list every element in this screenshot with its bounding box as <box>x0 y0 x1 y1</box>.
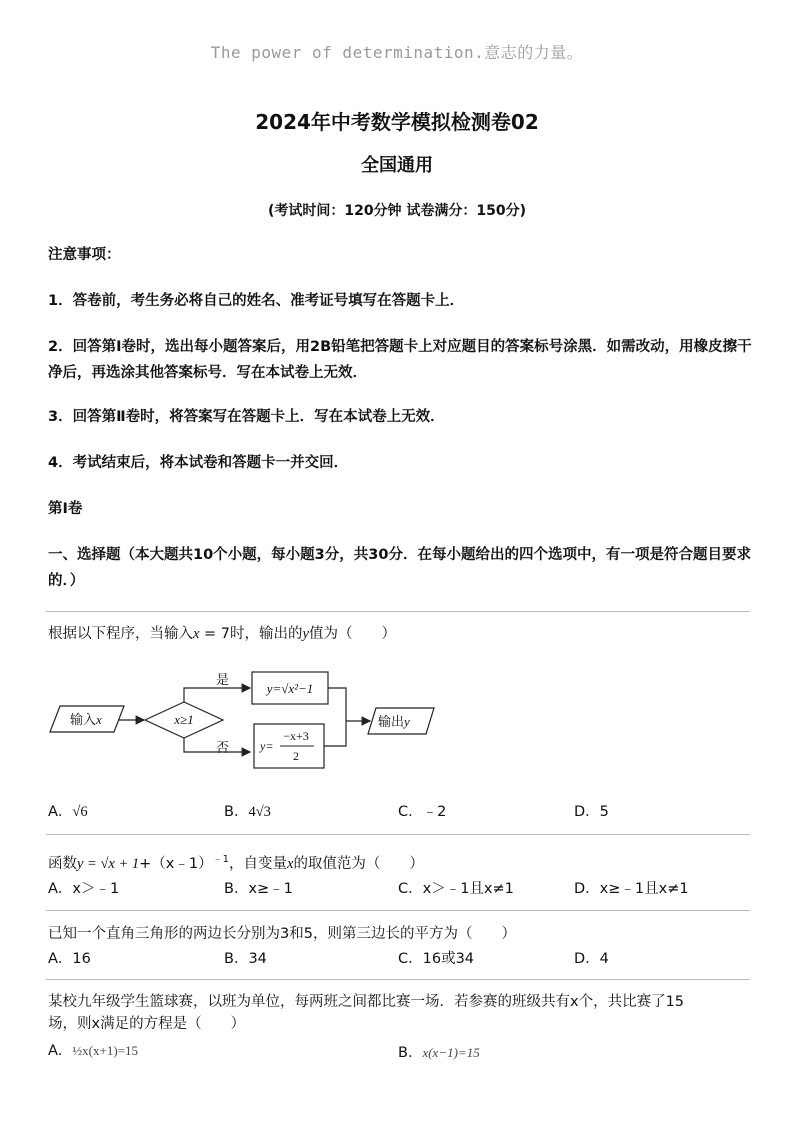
notes-heading: 注意事项： <box>48 247 121 263</box>
program-flowchart <box>40 660 440 780</box>
exam-info: (考试时间：120分钟 试卷满分：150分) <box>267 203 527 219</box>
q4-option-b[interactable]: B．x(x−1)=15 <box>398 1045 480 1061</box>
no-label: 否 <box>216 741 230 756</box>
note-item-3: 3．回答第Ⅱ卷时，将答案写在答题卡上．写在本试卷上无效． <box>48 409 445 425</box>
watermark: The power of determination.意志的力量。 <box>210 43 584 62</box>
no-formula-denominator: 2 <box>293 749 299 763</box>
input-label: 输入x <box>70 712 102 728</box>
divider <box>46 910 750 911</box>
condition-label: x≥1 <box>174 712 194 727</box>
note-item-4: 4．考试结束后，将本试卷和答题卡一并交回． <box>48 455 349 471</box>
volume-heading: 第Ⅰ卷 <box>48 501 83 517</box>
question-3-stem: 已知一个直角三角形的两边长分别为3和5，则第三边长的平方为（ ） <box>48 926 516 942</box>
yes-label: 是 <box>216 673 230 688</box>
exam-title: 2024年中考数学模拟检测卷02 <box>255 110 539 134</box>
q2-option-c[interactable]: C．x＞﹣1且x≠1 <box>398 881 514 897</box>
q1-option-d[interactable]: D．5 <box>574 804 609 820</box>
divider <box>46 834 750 835</box>
q3-option-a[interactable]: A．16 <box>48 951 91 967</box>
q1-option-b[interactable]: B．4√3 <box>224 804 271 820</box>
no-formula-numerator: −x+3 <box>283 729 309 743</box>
q3-option-c[interactable]: C．16或34 <box>398 951 475 967</box>
divider <box>46 979 750 980</box>
note-item-1: 1．答卷前，考生务必将自己的姓名、准考证号填写在答题卡上． <box>48 293 465 309</box>
question-4-stem-line1: 某校九年级学生篮球赛，以班为单位，每两班之间都比赛一场．若参赛的班级共有x个，共比赛了15 <box>48 994 685 1010</box>
no-formula-lhs: y= <box>260 739 274 753</box>
q2-option-b[interactable]: B．x≥﹣1 <box>224 881 293 897</box>
question-1-stem: 根据以下程序，当输入x = 7时，输出的y值为（ ） <box>48 626 396 642</box>
output-label: 输出y <box>378 714 410 730</box>
q1-option-c[interactable]: C．﹣2 <box>398 804 447 820</box>
q4-option-a[interactable]: A．½x(x+1)=15 <box>48 1043 138 1059</box>
question-2-stem: 函数y = √x + 1+（x﹣1）$^{﹣1}$，自变量x的取值范为（ ） <box>48 854 424 872</box>
exam-subtitle: 全国通用 <box>361 155 433 176</box>
yes-formula: y=√x²−1 <box>266 681 314 696</box>
divider <box>46 611 750 612</box>
q3-option-b[interactable]: B．34 <box>224 951 267 967</box>
q1-option-a[interactable]: A．√6 <box>48 804 88 820</box>
note-item-2: 2．回答第Ⅰ卷时，选出每小题答案后，用2B铅笔把答题卡上对应题目的答案标号涂黑．如需改动，用橡皮擦干净后，再选涂其他答案标号．写在本试卷上无效． <box>48 339 752 381</box>
section-heading: 一、选择题（本大题共10个小题，每小题3分，共30分．在每小题给出的四个选项中，有一项是符合题目要求的．） <box>48 547 751 589</box>
q3-option-d[interactable]: D．4 <box>574 951 609 967</box>
q2-option-a[interactable]: A．x＞﹣1 <box>48 881 120 897</box>
question-4-stem-line2: 场，则x满足的方程是（ ） <box>48 1016 246 1032</box>
q2-option-d[interactable]: D．x≥﹣1且x≠1 <box>574 881 689 897</box>
